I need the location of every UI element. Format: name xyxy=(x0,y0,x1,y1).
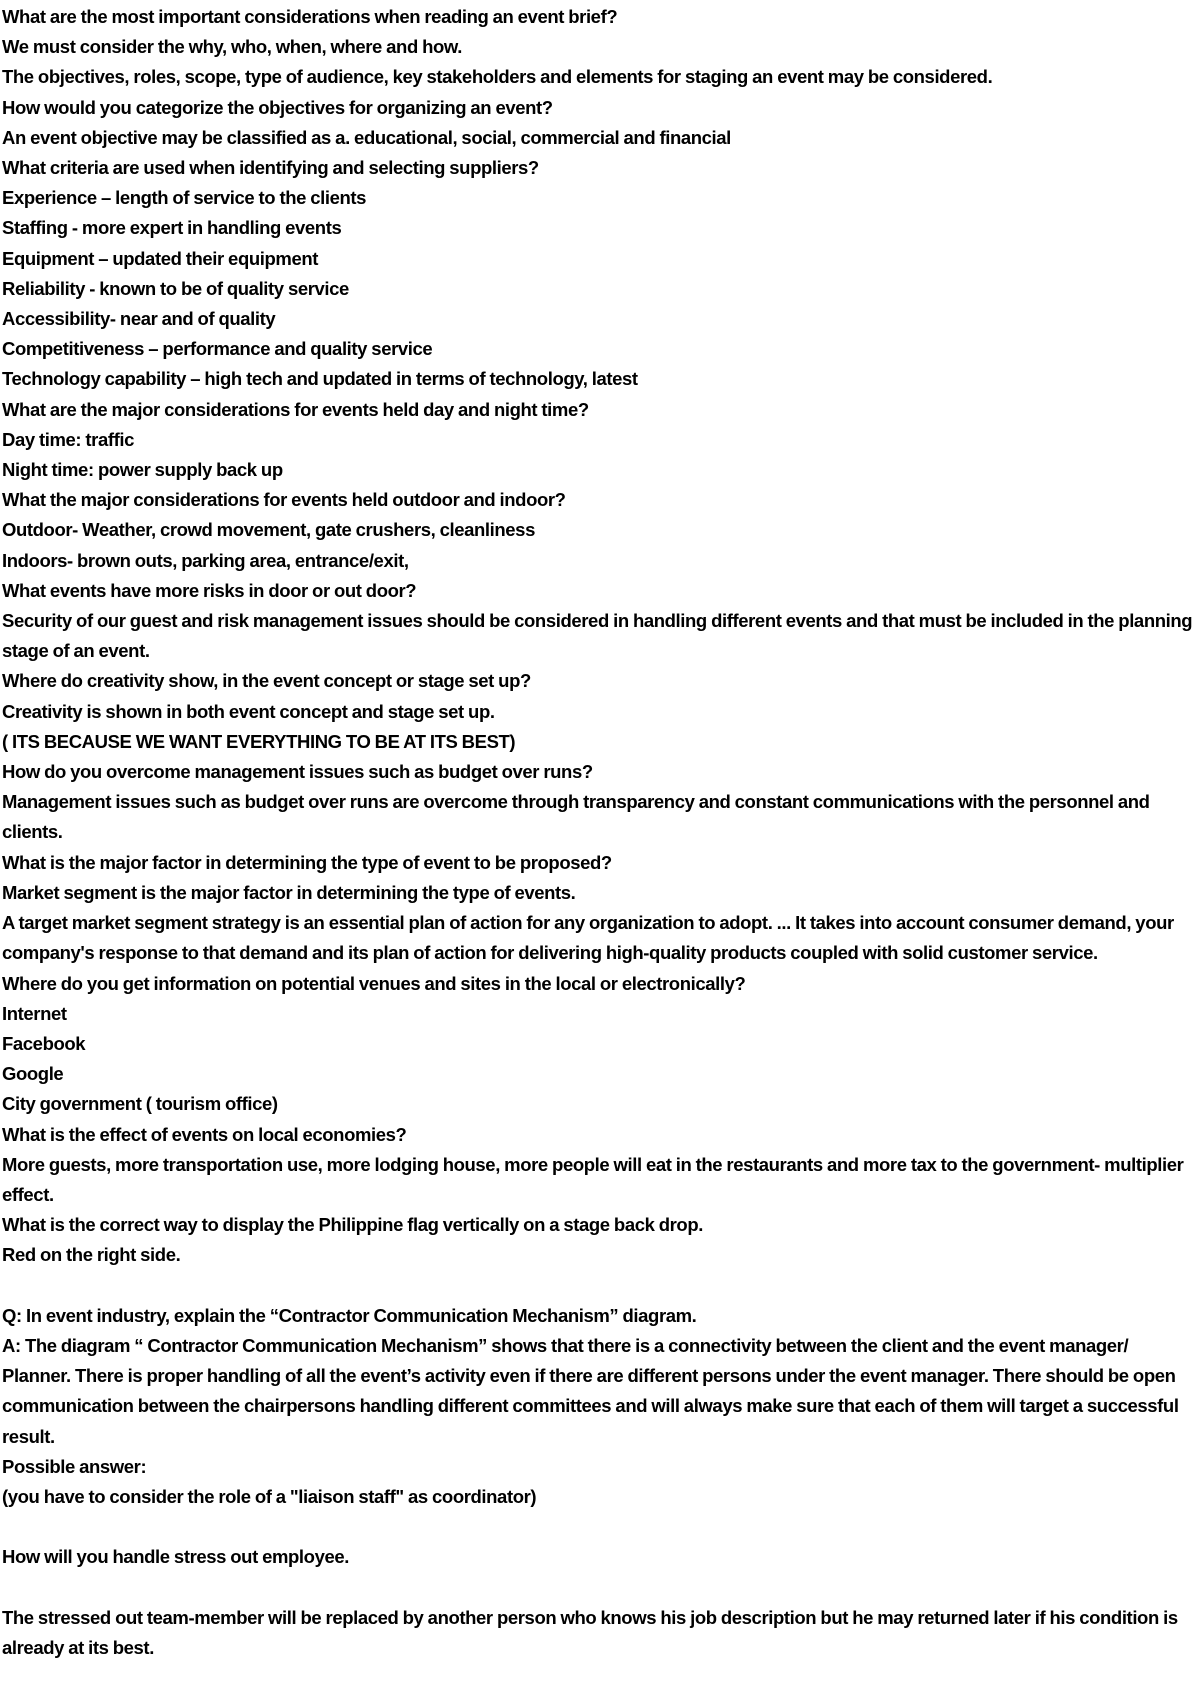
question-line: What events have more risks in door or out door? xyxy=(2,579,417,601)
question-line: What is the effect of events on local economies? xyxy=(2,1123,407,1145)
list-item: Accessibility- near and of quality xyxy=(2,308,276,330)
list-item: Experience – length of service to the clients xyxy=(2,187,367,209)
question-line: What are the most important considerations when reading an event brief? xyxy=(2,6,618,27)
question-line: What criteria are used when identifying and selecting suppliers? xyxy=(2,157,539,179)
question-line: Where do creativity show, in the event concept or stage set up? xyxy=(2,670,531,692)
answer-line: Possible answer: xyxy=(2,1455,147,1477)
blank-line xyxy=(0,1573,1196,1603)
answer-line: Outdoor- Weather, crowd movement, gate crushers, cleanliness xyxy=(2,519,535,541)
answer-line: Day time: traffic xyxy=(2,428,135,450)
answer-line: An event objective may be classified as a. educational, social, commercial and financial xyxy=(2,126,731,148)
blank-line xyxy=(0,1271,1196,1301)
list-item: Internet xyxy=(2,1002,67,1024)
question-line: What are the major considerations for events held day and night time? xyxy=(2,398,589,420)
answer-line: Creativity is shown in both event concept and stage set up. xyxy=(2,700,495,722)
list-item: Competitiveness – performance and quality service xyxy=(2,338,433,360)
question-line: How would you categorize the objectives for organizing an event? xyxy=(2,96,553,118)
question-line: What the major considerations for events held outdoor and indoor? xyxy=(2,489,566,511)
question-line: How do you overcome management issues such as budget over runs? xyxy=(2,761,593,783)
question-line: Where do you get information on potential venues and sites in the local or electronically? xyxy=(2,972,746,994)
answer-paragraph: Management issues such as budget over runs are overcome through transparency and constant communications with the personnel and clients. xyxy=(2,791,1150,843)
list-item: Equipment – updated their equipment xyxy=(2,247,318,269)
list-item: Staffing - more expert in handling events xyxy=(2,217,342,239)
blank-line xyxy=(0,1512,1196,1542)
answer-line: The objectives, roles, scope, type of audience, key stakeholders and elements for staging an event may be considered. xyxy=(2,66,993,88)
list-item: Google xyxy=(2,1063,64,1085)
answer-line: We must consider the why, who, when, where and how. xyxy=(2,36,462,58)
answer-line: Indoors- brown outs, parking area, entrance/exit, xyxy=(2,549,409,571)
answer-line: Night time: power supply back up xyxy=(2,459,283,481)
answer-note: (you have to consider the role of a "liaison staff" as coordinator) xyxy=(2,1485,537,1507)
question-line: What is the major factor in determining the type of event to be proposed? xyxy=(2,851,612,873)
answer-paragraph: A target market segment strategy is an essential plan of action for any organization to adopt. ... It takes into account consumer demand, your company's response to that demand and its plan of action for delivering high-quality products coupled with solid customer service. xyxy=(2,912,1174,964)
question-line: How will you handle stress out employee. xyxy=(2,1546,349,1568)
list-item: City government ( tourism office) xyxy=(2,1093,278,1115)
answer-line: Market segment is the major factor in determining the type of events. xyxy=(2,881,576,903)
answer-paragraph: A: The diagram “ Contractor Communication Mechanism” shows that there is a connectivity between the client and the event manager/ Planner. There is proper handling of all the event’s activity even if there are different persons under the event manager. There should be open communication between the chairpersons handling different committees and will always make sure that each of them will target a successful result. xyxy=(2,1334,1179,1447)
answer-paragraph: More guests, more transportation use, more lodging house, more people will eat in the restaurants and more tax to the government- multiplier effect. xyxy=(2,1153,1184,1205)
list-item: Reliability - known to be of quality service xyxy=(2,277,349,299)
list-item: Facebook xyxy=(2,1032,86,1054)
question-line: What is the correct way to display the Philippine flag vertically on a stage back drop. xyxy=(2,1214,703,1236)
question-line: Q: In event industry, explain the “Contractor Communication Mechanism” diagram. xyxy=(2,1304,697,1326)
document-body xyxy=(0,2,1196,1663)
answer-line: Red on the right side. xyxy=(2,1244,181,1266)
list-item: Technology capability – high tech and updated in terms of technology, latest xyxy=(2,368,638,390)
answer-note: ( ITS BECAUSE WE WANT EVERYTHING TO BE AT ITS BEST) xyxy=(2,730,516,752)
answer-paragraph: The stressed out team-member will be replaced by another person who knows his job description but he may returned later if his condition is already at its best. xyxy=(2,1606,1178,1658)
answer-paragraph: Security of our guest and risk management issues should be considered in handling different events and that must be included in the planning stage of an event. xyxy=(2,610,1193,662)
